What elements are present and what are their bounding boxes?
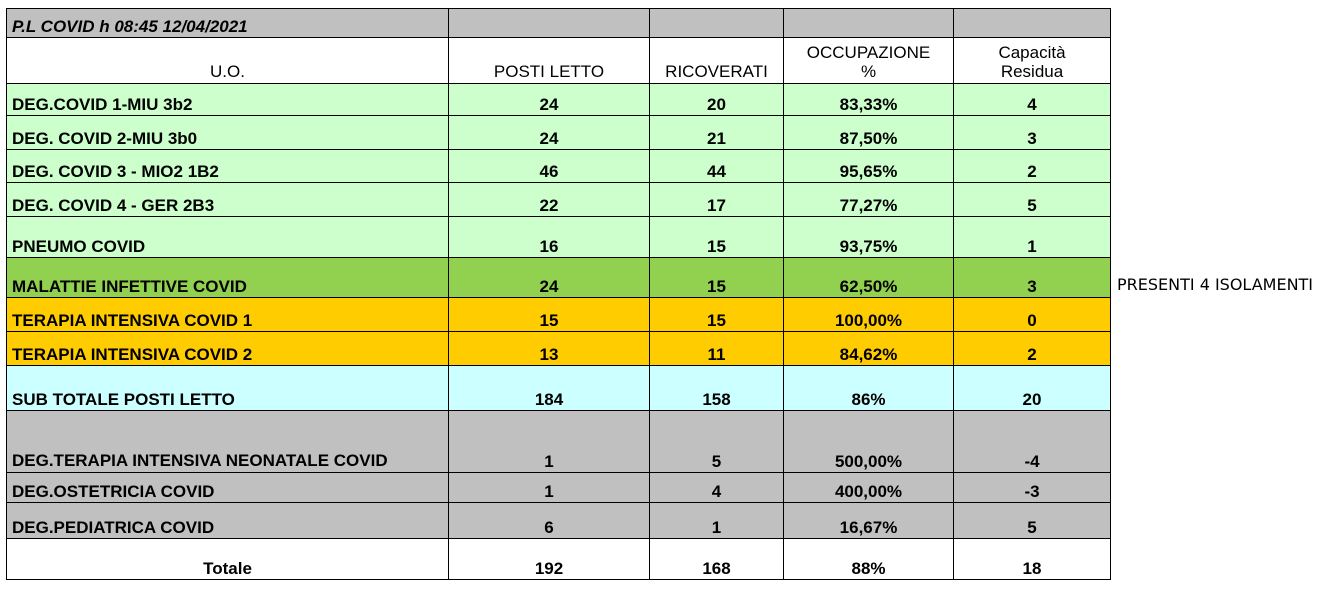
header-capacita: Capacità Residua — [954, 38, 1111, 84]
table-row — [7, 411, 1111, 473]
row-occupazione: 83,33% — [784, 84, 954, 116]
row-name: SUB TOTALE POSTI LETTO — [7, 366, 449, 411]
row-ricoverati: 15 — [650, 258, 784, 298]
row-name: DEG.OSTETRICIA COVID — [7, 473, 449, 503]
total-capacita: 18 — [954, 539, 1111, 580]
table-row — [7, 503, 1111, 539]
table-row — [7, 116, 1111, 150]
row-name: DEG. COVID 3 - MIO2 1B2 — [7, 150, 449, 183]
table-title: P.L COVID h 08:45 12/04/2021 — [7, 9, 449, 38]
row-ricoverati: 4 — [650, 473, 784, 503]
header-occupazione: OCCUPAZIONE % — [784, 38, 954, 84]
row-occupazione: 86% — [784, 366, 954, 411]
row-occupazione: 62,50% — [784, 258, 954, 298]
total-occupazione: 88% — [784, 539, 954, 580]
table-row — [7, 473, 1111, 503]
row-name: TERAPIA INTENSIVA COVID 2 — [7, 332, 449, 366]
row-ricoverati: 20 — [650, 84, 784, 116]
total-posti: 192 — [449, 539, 650, 580]
row-ricoverati: 15 — [650, 217, 784, 258]
table-row — [7, 217, 1111, 258]
row-occupazione: 84,62% — [784, 332, 954, 366]
header-posti-letto: POSTI LETTO — [449, 38, 650, 84]
isolation-note: PRESENTI 4 ISOLAMENTI — [1117, 275, 1314, 294]
row-occupazione: 400,00% — [784, 473, 954, 503]
row-name: PNEUMO COVID — [7, 217, 449, 258]
row-capacita: 5 — [954, 503, 1111, 539]
row-posti: 24 — [449, 84, 650, 116]
row-occupazione: 16,67% — [784, 503, 954, 539]
header-ricoverati: RICOVERATI — [650, 38, 784, 84]
row-occupazione: 87,50% — [784, 116, 954, 150]
row-ricoverati: 5 — [650, 411, 784, 473]
table-row — [7, 258, 1111, 298]
row-capacita: 3 — [954, 116, 1111, 150]
row-posti: 22 — [449, 183, 650, 217]
row-name: DEG.COVID 1-MIU 3b2 — [7, 84, 449, 116]
total-label: Totale — [7, 539, 449, 580]
row-name: DEG. COVID 2-MIU 3b0 — [7, 116, 449, 150]
subtotal-row — [7, 366, 1111, 411]
table-row — [7, 183, 1111, 217]
row-capacita: 20 — [954, 366, 1111, 411]
row-posti: 24 — [449, 258, 650, 298]
row-occupazione: 93,75% — [784, 217, 954, 258]
row-occupazione: 500,00% — [784, 411, 954, 473]
row-capacita: 3 — [954, 258, 1111, 298]
row-name: TERAPIA INTENSIVA COVID 1 — [7, 298, 449, 332]
title-row — [7, 9, 1111, 38]
row-ricoverati: 44 — [650, 150, 784, 183]
row-capacita: 1 — [954, 217, 1111, 258]
row-posti: 13 — [449, 332, 650, 366]
row-occupazione: 95,65% — [784, 150, 954, 183]
row-capacita: 2 — [954, 332, 1111, 366]
row-capacita: 0 — [954, 298, 1111, 332]
header-uo: U.O. — [7, 38, 449, 84]
total-row — [7, 539, 1111, 580]
row-name: DEG. COVID 4 - GER 2B3 — [7, 183, 449, 217]
row-posti: 184 — [449, 366, 650, 411]
row-ricoverati: 1 — [650, 503, 784, 539]
row-name: DEG.PEDIATRICA COVID — [7, 503, 449, 539]
table-row — [7, 298, 1111, 332]
row-occupazione: 77,27% — [784, 183, 954, 217]
table-row — [7, 332, 1111, 366]
header-row — [7, 38, 1111, 84]
row-posti: 1 — [449, 411, 650, 473]
row-capacita: 4 — [954, 84, 1111, 116]
row-name: DEG.TERAPIA INTENSIVA NEONATALE COVID — [7, 411, 449, 473]
row-capacita: 2 — [954, 150, 1111, 183]
row-posti: 16 — [449, 217, 650, 258]
row-name: MALATTIE INFETTIVE COVID — [7, 258, 449, 298]
row-ricoverati: 21 — [650, 116, 784, 150]
row-posti: 24 — [449, 116, 650, 150]
row-posti: 46 — [449, 150, 650, 183]
table-row — [7, 84, 1111, 116]
row-posti: 1 — [449, 473, 650, 503]
row-posti: 6 — [449, 503, 650, 539]
table-row — [7, 150, 1111, 183]
row-capacita: -3 — [954, 473, 1111, 503]
row-posti: 15 — [449, 298, 650, 332]
row-ricoverati: 15 — [650, 298, 784, 332]
covid-beds-table — [6, 8, 1111, 580]
row-capacita: -4 — [954, 411, 1111, 473]
row-ricoverati: 158 — [650, 366, 784, 411]
row-ricoverati: 11 — [650, 332, 784, 366]
total-ricoverati: 168 — [650, 539, 784, 580]
row-occupazione: 100,00% — [784, 298, 954, 332]
row-capacita: 5 — [954, 183, 1111, 217]
row-ricoverati: 17 — [650, 183, 784, 217]
